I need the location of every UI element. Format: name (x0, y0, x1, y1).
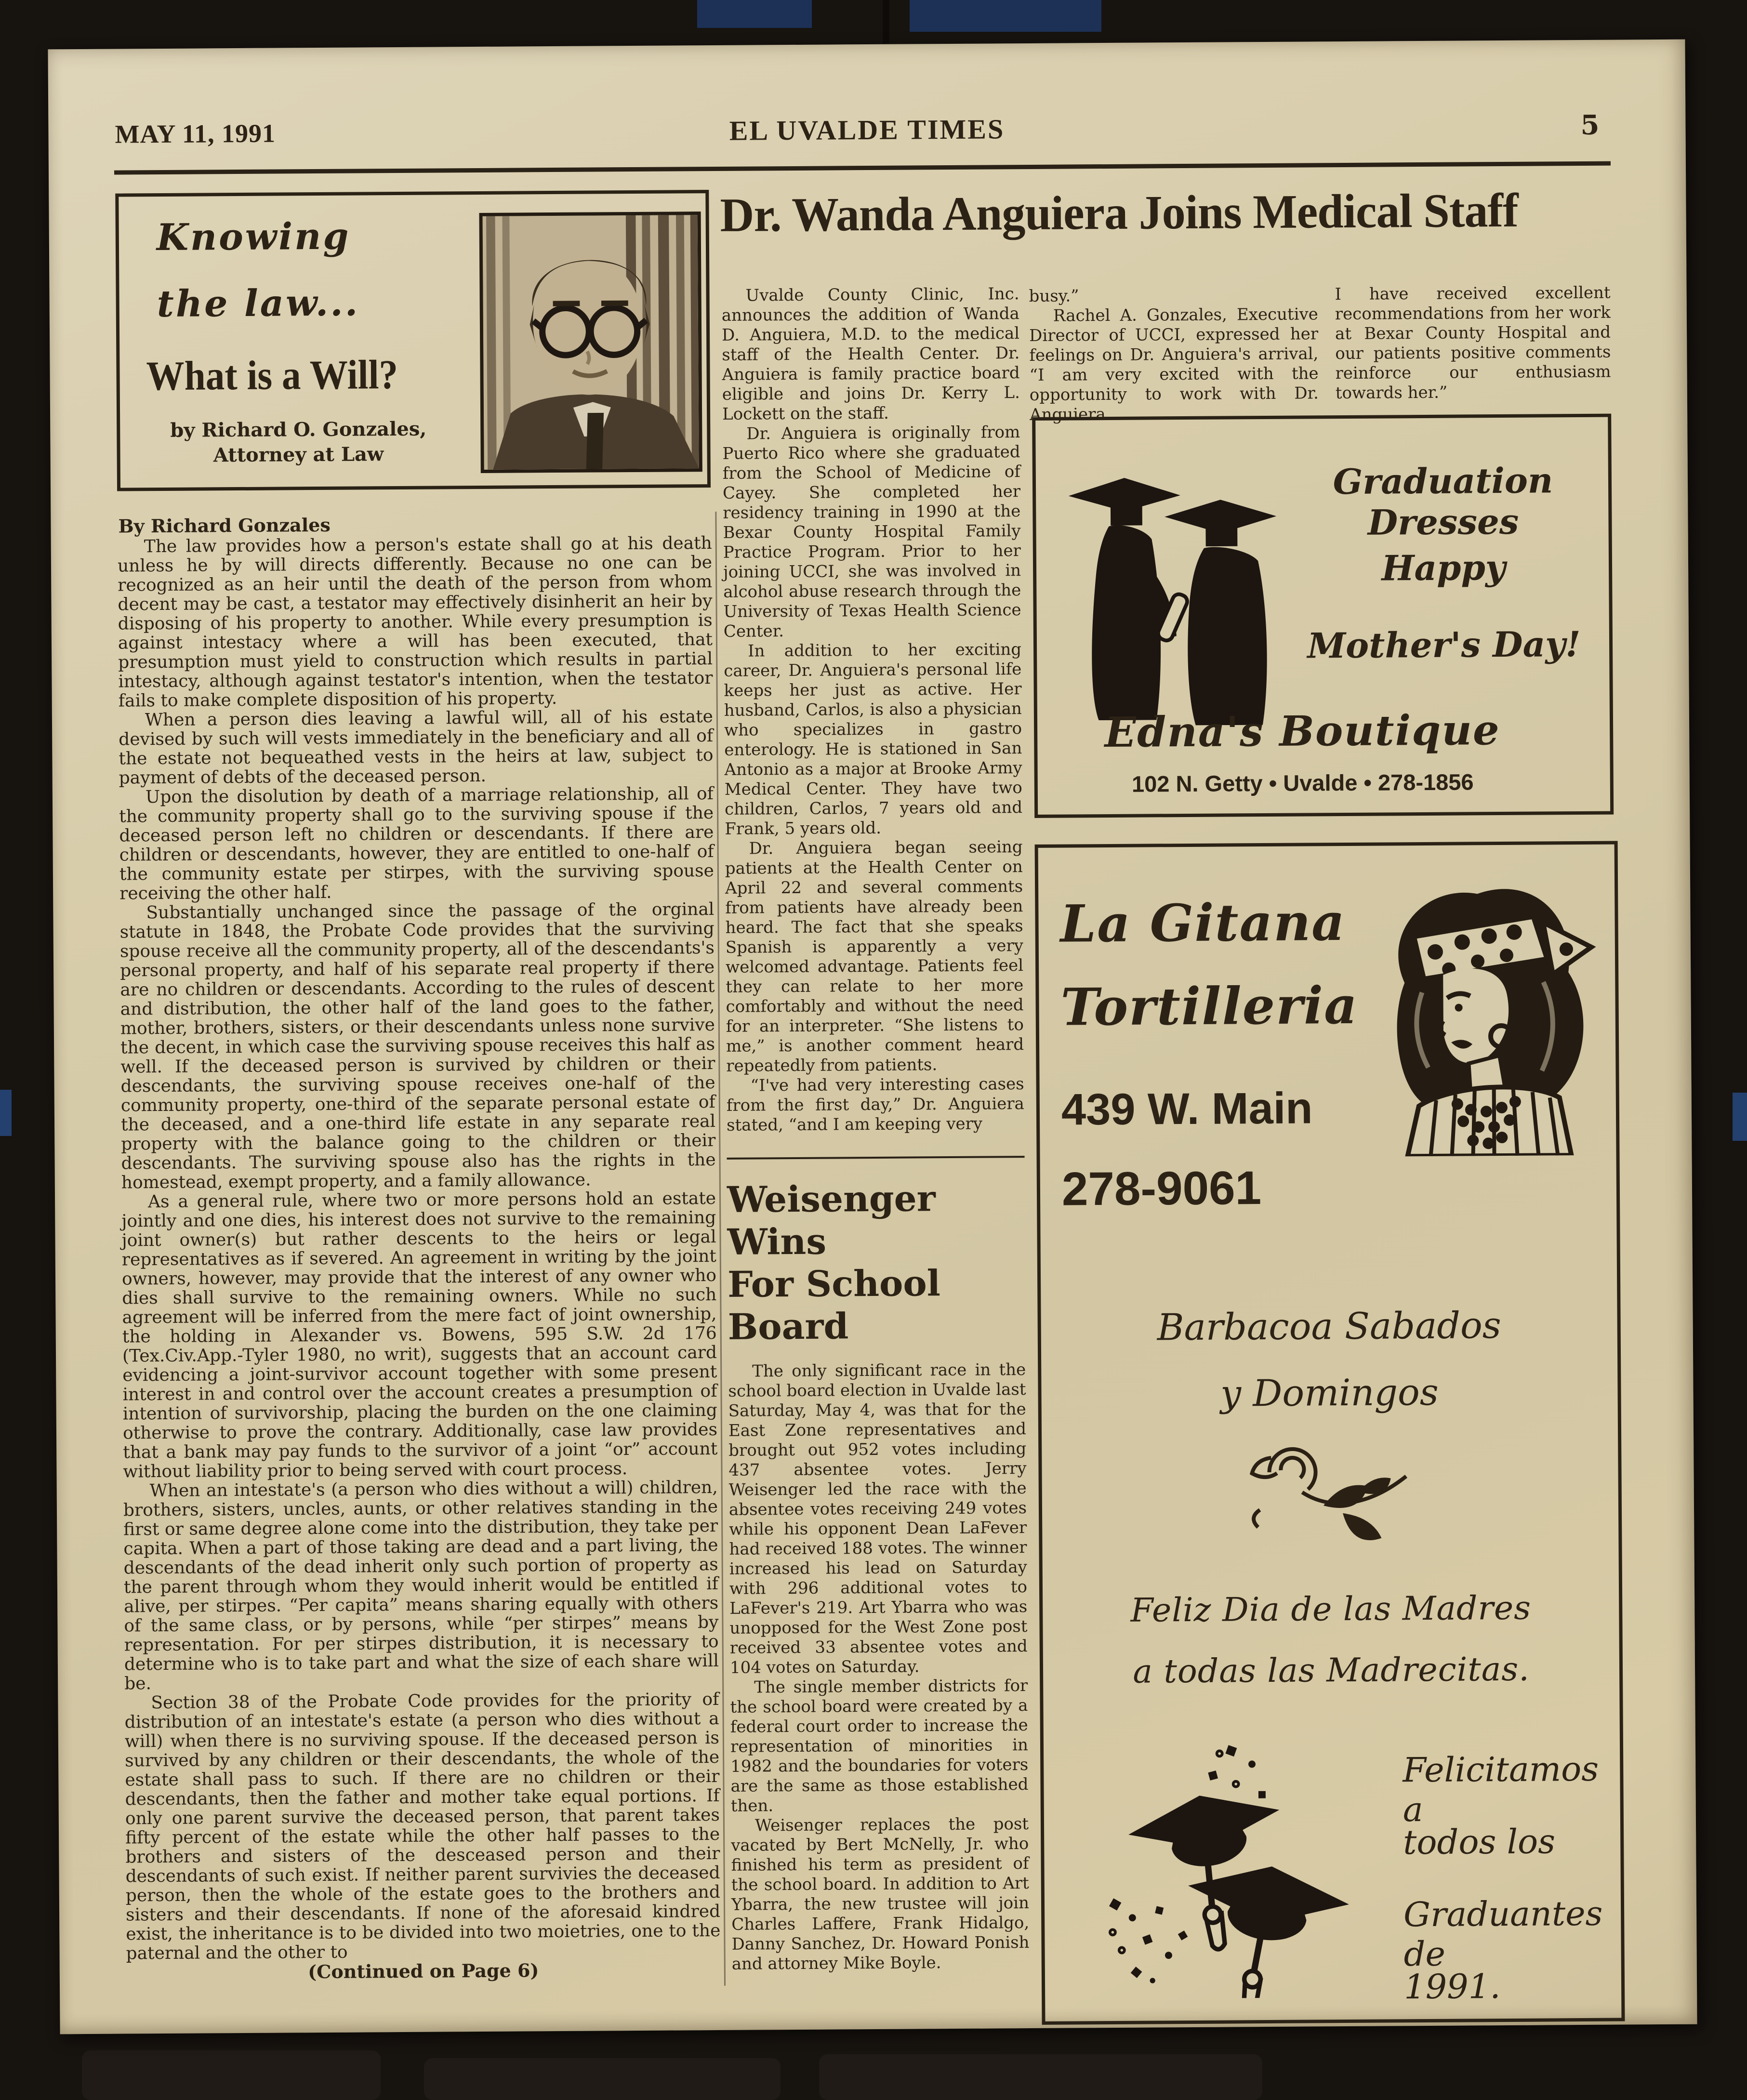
gitana-mothers-line2: a todas las Madrecitas. (1133, 1650, 1530, 1691)
medical-article-column-2 (1029, 285, 1319, 425)
school-article-headline (727, 1177, 1026, 1348)
law-paragraph: When a person dies leaving a lawful will, all of his estate devised by such will vests immediately in the beneficiary and all of the estate not bequeathed vests in the heirs at law, subject to payment of debts of the deceased person. (119, 707, 714, 788)
ednas-ad-line2: Happy (1381, 546, 1506, 589)
la-gitana-ad (1035, 841, 1625, 2025)
page-date: MAY 11, 1991 (115, 119, 276, 149)
medical-paragraph: busy.” (1029, 286, 1079, 306)
scan-artifact-blue-top-right (910, 0, 1101, 32)
law-paragraph: Substantially unchanged since the passage of the orginal statute in 1848, the Probate Code provides that the surviving spouse receive all the community property, all of the descendants's personal property, and half of his separate real property if there are no children or descendants. According to the rules of descent and distribution, the other half of the land goes to the father, mother, brothers, sisters, or their descendants unless none survive the decent, in which case the surviving spouse receives this half as well. If the deceased person is survived by children or their descendants, the surviving spouse receives one-half of the community property, one-third of the separate personal estate of the deceased, and a one-third life estate in any separate real property with the balance going to the children or their descendants. The surviving spouse also has the rights in the homestead, exempt property, and a family allowance. (119, 899, 716, 1193)
ednas-ad-line1: Graduation Dresses (1333, 460, 1553, 543)
law-paragraph: Section 38 of the Probate Code provides for the priority of distribution of an intestate's estate (a person who dies without a will) when there is no surviving spouse. If the deceased person is survived by any children or their descendants, the whole of the estate shall pass to such. If there are no children or their descendants, then the father and mother take equal portions. If only one parent survive the deceased person, that parent takes fifty percent of the estate while the other half passes to the brothers and sisters of the desceased person and their descendants of such exist. If neither parent survivies the deceased person, then the whole of the estate goes to the brothers and sisters and their descendants. If none of the aforesaid kindred exist, the inheritance is to be divided into two moietries, one to the paternal and the other to (124, 1689, 721, 1964)
gitana-name-line2: Tortilleria (1060, 975, 1359, 1037)
medical-paragraph: Rachel A. Gonzales, Executive Director of UCCI, expressed her feelings on Dr. Anguiera's arrival, “I am very excited with the opportunity to work with Dr. Anguiera. (1029, 304, 1319, 424)
scan-artifact-blue-right-edge (1733, 1093, 1747, 1141)
gitana-grad-line3: Graduantes de (1403, 1893, 1603, 1974)
medical-article-column-1 (721, 284, 1029, 1974)
confetti (1108, 1745, 1267, 1984)
gitana-phone: 278-9061 (1061, 1161, 1262, 1215)
necktie (586, 413, 604, 469)
gonzales-portrait-photo (479, 211, 702, 473)
background-key-shape (82, 2050, 381, 2100)
page-number: 5 (1580, 109, 1600, 141)
graduates-silhouette-illustration (1053, 453, 1300, 734)
gitana-grad-line1: Felicitamos a (1403, 1749, 1599, 1830)
medical-paragraph: In addition to her exciting career, Dr. Anguiera's personal life keeps her just as active. Her husband, Carlos, is also a physician who specializes in gastro enterology. He is stationed in San Antonio as a major at Brooke Army Medical Center. They have two children, Carlos, 7 years old and Frank, 5 years old. (724, 640, 1023, 839)
school-headline-line1: Weisenger Wins (727, 1178, 936, 1263)
gitana-grad-line4: 1991. (1403, 1967, 1501, 2007)
medical-paragraph: “I've had very interesting cases from the first day,” Dr. Anguiera stated, “and I am keeping very (726, 1074, 1024, 1135)
ednas-store-name: Edna's Boutique (1104, 706, 1500, 757)
law-paragraph: The law provides how a person's estate shall go at his death unless he by will directs differently. Because no one can be recognized as an heir until the death of the person from whom decent may be cast, a testator may effectively disinherit an heir by disposing of his property to another. While every presumption is against intestacy where a will has been executed, that presumption must yield to construction which results in partial intestacy, although against testator's intention, when the testator fails to make complete disposition of his property. (117, 533, 713, 711)
graduation-caps-illustration (1092, 1728, 1363, 1999)
rose-illustration (1234, 1416, 1428, 1567)
header-rule (114, 161, 1611, 175)
law-paragraph: When an intestate's (a person who dies without a will) children, brothers, sisters, uncles, aunts, or other relatives standing in the first or same degree alone come into the distribution, they take per capita. When a part of those taking are dead and a part living, the descendants of the dead inherit only such portion of property as the parent through whom they would inherit would be entitled if alive, per stirpes. “Per capita” means sharing equally with others of the same class, or by persons, while “per stirpes” means by representation. For per stirpes distribution, it is necessary to determine who is to take part and what the size of each share will be. (123, 1477, 719, 1694)
gitana-promo-line1: Barbacoa Sabados (1157, 1304, 1501, 1349)
medical-paragraph: Dr. Anguiera began seeing patients at the Health Center on April 22 and several comments from patients have already been heard. The fact that she speaks Spanish is apparently a very welcomed advantage. Patients feel they can relate to her more comfortably and without the need for an interpreter. “She listens to me,” is another comment heard repeatedly from patients. (725, 837, 1024, 1076)
law-article-body (118, 534, 721, 1982)
background-key-shape (424, 2058, 781, 2100)
law-kicker-line2: the law... (157, 281, 360, 326)
medical-paragraph: Uvalde County Clinic, Inc. announces the addition of Wanda D. Anguiera, M.D. to the medical staff of the Health Center. Dr. Anguiera is family practice board eligible and joins Dr. Kerry L. Lockett on the staff. (721, 284, 1020, 424)
law-box-byline-1: by Richard O. Gonzales, (170, 417, 427, 442)
law-box-byline-2: Attorney at Law (213, 443, 384, 467)
scan-artifact-blue-top-left (697, 0, 812, 28)
gitana-address: 439 W. Main (1061, 1083, 1313, 1135)
medical-paragraph: I have received excellent recommendations from her work at Bexar County Hospital and our patients positive comments reinforce our enthusiasm towards her.” (1335, 283, 1611, 403)
newspaper-page (48, 40, 1697, 2034)
gitana-mothers-line1: Feliz Dia de las Madres (1130, 1589, 1532, 1630)
ednas-boutique-ad (1032, 414, 1614, 818)
continued-notice: (Continued on Page 6) (308, 1959, 539, 1983)
medical-article-column-3 (1335, 283, 1611, 403)
law-box-title: What is a Will? (146, 351, 398, 399)
background-key-shape (819, 2054, 1262, 2100)
masthead: EL UVALDE TIMES (729, 113, 1005, 146)
gitana-woman-illustration (1354, 866, 1606, 1157)
section-divider-rule (727, 1156, 1025, 1160)
knowing-the-law-box (115, 190, 711, 491)
law-paragraph: Upon the disolution by death of a marriage relationship, all of the community property shall go to the surviving spouse if the deceased person left no children or descendants. If there are children or descendants, however, they are entitled to one-half of the community estate per stirpes, with the surviving spouse receiving the other half. (119, 784, 715, 904)
gitana-name-line1: La Gitana (1060, 891, 1346, 954)
scan-artifact-blue-left-edge (0, 1090, 12, 1136)
cap-2 (1175, 1857, 1352, 1999)
law-article-byline: By Richard Gonzales (118, 514, 331, 537)
law-kicker-line1: Knowing (156, 214, 351, 259)
portrait-photo-illustration (483, 215, 699, 470)
gitana-grad-line2: todos los (1403, 1822, 1556, 1862)
ednas-ad-line3: Mother's Day! (1307, 623, 1581, 666)
ednas-address: 102 N. Getty • Uvalde • 278-1856 (1131, 769, 1474, 797)
medical-article-headline: Dr. Wanda Anguiera Joins Medical Staff (720, 183, 1519, 242)
gitana-promo-line2: y Domingos (1220, 1370, 1439, 1415)
school-headline-line2: For School Board (727, 1263, 941, 1348)
school-paragraph: The single member districts for the school board were created by a federal court order to increase the representation of minorities in 1982 and the boundaries for voters are the same as those established then. (730, 1676, 1029, 1816)
medical-paragraph: Dr. Anguiera is originally from Puerto Rico where she graduated from the School of Medicine of Cayey. She completed her residency training in 1990 at the Bexar County Hospital Family Practice Program. Prior to her joining UCCI, she was involved in alcohol abuse research through the University of Texas Health Science Center. (722, 423, 1021, 641)
school-paragraph: Weisenger replaces the post vacated by Bert McNelly, Jr. who finished his term as president of the school board. In addition to Art Ybarra, the new trustee will join Charles Laffere, Frank Hidalgo, Danny Sanchez, Dr. Howard Ponish and attorney Mike Boyle. (731, 1814, 1030, 1974)
law-paragraph: As a general rule, where two or more persons hold an estate jointly and one dies, his interest does not survive to the remaining joint owner(s) but rather descents to the heirs or legal representatives as if severed. An agreement in writing by the joint owners, however, may provide that the interest of any owner who dies shall survive to the remaining owners. While no such agreement will be inferred from the mere fact of joint ownership, the holding in Alexander vs. Bowens, 595 S.W. 2d 176 (Tex.Civ.App.-Tyler 1980, no writ), suggests that an account card evidencing a joint-survivor account together with some present interest in and control over the account creates a presumption of intention of survivorship, placing the burden on the one claiming otherwise to prove the contrary. Additionally, case law provides that a bank may pay funds to the survivor of a joint “or” account without liability prior to being served with court process. (121, 1188, 718, 1482)
school-paragraph: The only significant race in the school board election in Uvalde last Saturday, May 4, was that for the East Zone representatives and brought out 952 votes including 437 absentee votes. Jerry Weisenger led the race with the absentee votes receiving 249 votes while his opponent Dean LaFever had received 188 votes. The winner increased his lead on Saturday with 296 additional votes to LaFever's 219. Art Ybarra who was unopposed for the West Zone post received 33 absentee votes and 104 votes on Saturday. (728, 1360, 1028, 1677)
